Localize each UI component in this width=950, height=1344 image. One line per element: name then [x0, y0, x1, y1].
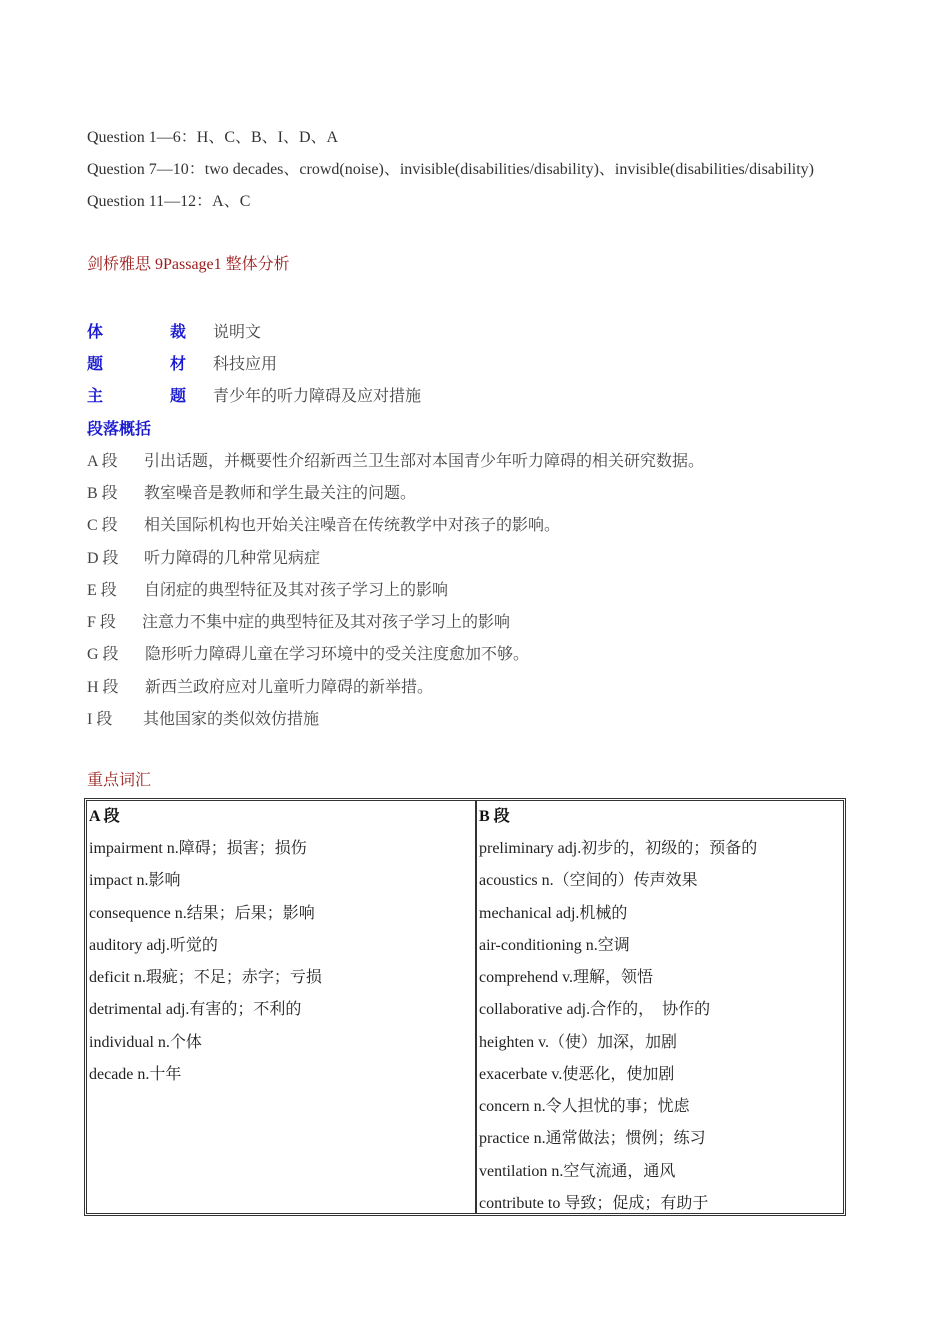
vocab-entry: detrimental adj.有害的；不利的	[89, 1001, 302, 1018]
paragraph-summary-title: 段落概括	[87, 421, 152, 438]
vocab-entry: impairment n.障碍；损害；损伤	[89, 840, 307, 857]
paragraph-text: 听力障碍的几种常见病症	[144, 550, 321, 567]
meta-label-theme-2: 题	[170, 388, 187, 405]
meta-value-genre: 说明文	[213, 324, 262, 341]
vocab-entry: individual n.个体	[89, 1034, 202, 1051]
paragraph-label: E 段	[87, 582, 117, 599]
paragraph-label: D 段	[87, 550, 119, 567]
vocab-title: 重点词汇	[87, 772, 152, 789]
vocab-entry: practice n.通常做法；惯例；练习	[479, 1130, 706, 1147]
vocab-entry: consequence n.结果；后果；影响	[89, 905, 315, 922]
vocab-entry: collaborative adj.合作的， 协作的	[479, 1001, 711, 1018]
paragraph-text: 隐形听力障碍儿童在学习环境中的受关注度愈加不够。	[145, 646, 530, 663]
meta-label-genre-2: 裁	[170, 324, 187, 341]
answer-line: Question 11—12：A、C	[87, 193, 251, 210]
paragraph-text: 其他国家的类似效仿措施	[143, 711, 320, 728]
meta-label-genre: 体	[87, 324, 104, 341]
paragraph-text: 注意力不集中症的典型特征及其对孩子学习上的影响	[142, 614, 511, 631]
vocab-entry: concern n.令人担忧的事；忧虑	[479, 1098, 690, 1115]
vocab-entry: impact n.影响	[89, 872, 181, 889]
vocab-entry: mechanical adj.机械的	[479, 905, 628, 922]
paragraph-label: I 段	[87, 711, 113, 728]
meta-value-theme: 青少年的听力障碍及应对措施	[213, 388, 422, 405]
vocab-column-header: B 段	[479, 808, 510, 825]
meta-label-topic-2: 材	[170, 356, 187, 373]
paragraph-label: F 段	[87, 614, 116, 631]
vocab-entry: ventilation n.空气流通，通风	[479, 1163, 676, 1180]
vocab-table	[84, 798, 846, 1216]
vocab-entry: exacerbate v.使恶化，使加剧	[479, 1066, 675, 1083]
answer-line: Question 7—10：two decades、crowd(noise)、invisible(disabilities/disability)、invisible(disabilities/disability)	[87, 161, 815, 178]
vocab-entry: heighten v.（使）加深，加剧	[479, 1034, 678, 1051]
vocab-entry: deficit n.瑕疵；不足；赤字；亏损	[89, 969, 322, 986]
vocab-entry: decade n.十年	[89, 1066, 182, 1083]
vocab-column-header: A 段	[89, 808, 120, 825]
paragraph-text: 教室噪音是教师和学生最关注的问题。	[144, 485, 417, 502]
vocab-column-a	[87, 801, 476, 1213]
meta-label-theme: 主	[87, 388, 104, 405]
vocab-entry: air-conditioning n.空调	[479, 937, 630, 954]
vocab-entry: acoustics n.（空间的）传声效果	[479, 872, 698, 889]
paragraph-label: C 段	[87, 517, 118, 534]
vocab-entry: auditory adj.听觉的	[89, 937, 218, 954]
vocab-column-b	[476, 801, 843, 1213]
paragraph-label: H 段	[87, 679, 119, 696]
answer-line: Question 1—6：H、C、B、I、D、A	[87, 129, 339, 146]
paragraph-label: B 段	[87, 485, 118, 502]
meta-value-topic: 科技应用	[213, 356, 278, 373]
vocab-entry: preliminary adj.初步的，初级的；预备的	[479, 840, 758, 857]
paragraph-label: A 段	[87, 453, 118, 470]
paragraph-text: 相关国际机构也开始关注噪音在传统教学中对孩子的影响。	[144, 517, 561, 534]
paragraph-text: 引出话题，并概要性介绍新西兰卫生部对本国青少年听力障碍的相关研究数据。	[144, 453, 705, 470]
paragraph-text: 自闭症的典型特征及其对孩子学习上的影响	[144, 582, 449, 599]
paragraph-label: G 段	[87, 646, 119, 663]
paragraph-text: 新西兰政府应对儿童听力障碍的新举措。	[145, 679, 434, 696]
meta-label-topic: 题	[87, 356, 104, 373]
vocab-entry: comprehend v.理解，领悟	[479, 969, 654, 986]
analysis-title: 剑桥雅思 9Passage1 整体分析	[87, 256, 290, 273]
vocab-entry: contribute to 导致；促成；有助于	[479, 1195, 709, 1212]
